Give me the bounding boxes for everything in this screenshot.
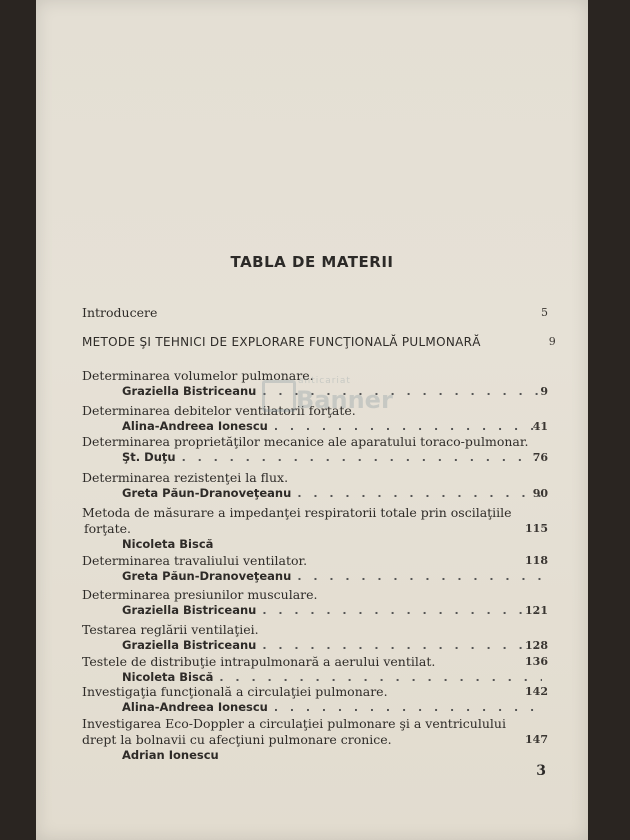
leader-dots (274, 700, 542, 715)
entry-author: Alina-Andreea Ionescu (122, 700, 268, 714)
entry-author: Nicoleta Biscă (122, 537, 214, 551)
leader-dots (297, 569, 542, 584)
entry-title: Investigaţia funcţională a circulaţiei pulmonare. (82, 684, 388, 699)
entry-author: Graziella Bistriceanu (122, 603, 257, 617)
entry-title: Determinarea presiunilor musculare. (82, 587, 318, 602)
entry-author: Alina-Andreea Ionescu (122, 419, 268, 433)
entry-author: Greta Păun-Dranoveţeanu (122, 486, 292, 500)
entry-page: 136 (525, 655, 548, 668)
book-page (36, 0, 588, 840)
toc-entry (82, 368, 548, 399)
entry-title: Determinarea debitelor ventilatorii forţate. (82, 403, 356, 418)
entry-title-cont: drept la bolnavii cu afecţiuni pulmonare cronice. (82, 732, 392, 747)
entry-author: Graziella Bistriceanu (122, 384, 257, 398)
toc-entry (82, 434, 548, 465)
leader-dots (262, 638, 542, 653)
entry-page: 121 (525, 604, 548, 617)
entry-title: Metoda de măsurare a impedanţei respiratorii totale prin oscilaţiile (82, 505, 512, 520)
leader-dots (182, 450, 542, 465)
entry-author: Graziella Bistriceanu (122, 638, 257, 652)
section-title: METODE ŞI TEHNICI DE EXPLORARE FUNCŢIONALĂ PULMONARĂ (82, 335, 481, 349)
entry-title: Determinarea proprietăţilor mecanice ale aparatului toraco-pulmonar. (82, 434, 529, 449)
entry-title: Investigarea Eco-Doppler a circulaţiei pulmonare şi a ventriculului (82, 716, 506, 731)
entry-author: Nicoleta Biscă (122, 670, 214, 684)
leader-dots (274, 419, 542, 434)
toc-entry (82, 684, 548, 715)
entry-title: Determinarea volumelor pulmonare. (82, 368, 314, 383)
entry-page: 9 (548, 335, 556, 348)
leader-dots (262, 384, 542, 399)
entry-author: Adrian Ionescu (122, 748, 219, 762)
entry-page: 147 (525, 733, 548, 746)
toc-entry (82, 587, 548, 618)
toc-entry (82, 622, 548, 653)
entry-page: 142 (525, 685, 548, 698)
toc-entry (82, 553, 548, 584)
entry-title: Determinarea travaliului ventilator. (82, 553, 308, 568)
toc-entry (82, 716, 548, 763)
entry-title: Introducere (82, 305, 158, 320)
leader-dots (262, 603, 542, 618)
entry-title-cont: forţate. (84, 521, 131, 536)
entry-title: Testarea reglării ventilaţiei. (82, 622, 259, 637)
toc-entry (82, 470, 548, 501)
entry-page: 76 (532, 451, 548, 464)
toc-section-metode (82, 334, 556, 350)
entry-author: Şt. Duţu (122, 450, 176, 464)
entry-title: Testele de distribuţie intrapulmonară a aerului ventilat. (82, 654, 436, 669)
entry-page: 90 (532, 487, 548, 500)
entry-page: 9 (540, 385, 548, 398)
entry-author: Greta Păun-Dranoveţeanu (122, 569, 292, 583)
toc-entry (82, 403, 548, 434)
toc-entry (82, 505, 548, 552)
watermark-top: anticariat (298, 376, 351, 386)
page-title: TABLA DE MATERII (230, 253, 394, 271)
page-number: 3 (536, 763, 546, 779)
entry-page: 128 (525, 639, 548, 652)
watermark-main: Banner (296, 386, 393, 414)
toc-entry-introducere (82, 305, 548, 321)
entry-title: Determinarea rezistenţei la flux. (82, 470, 289, 485)
entry-page: 118 (525, 554, 548, 567)
toc-entry (82, 654, 548, 685)
entry-page: 5 (541, 306, 548, 319)
entry-page: 115 (525, 522, 548, 535)
leader-dots (219, 670, 542, 685)
leader-dots (297, 486, 542, 501)
entry-page: 41 (532, 420, 548, 433)
